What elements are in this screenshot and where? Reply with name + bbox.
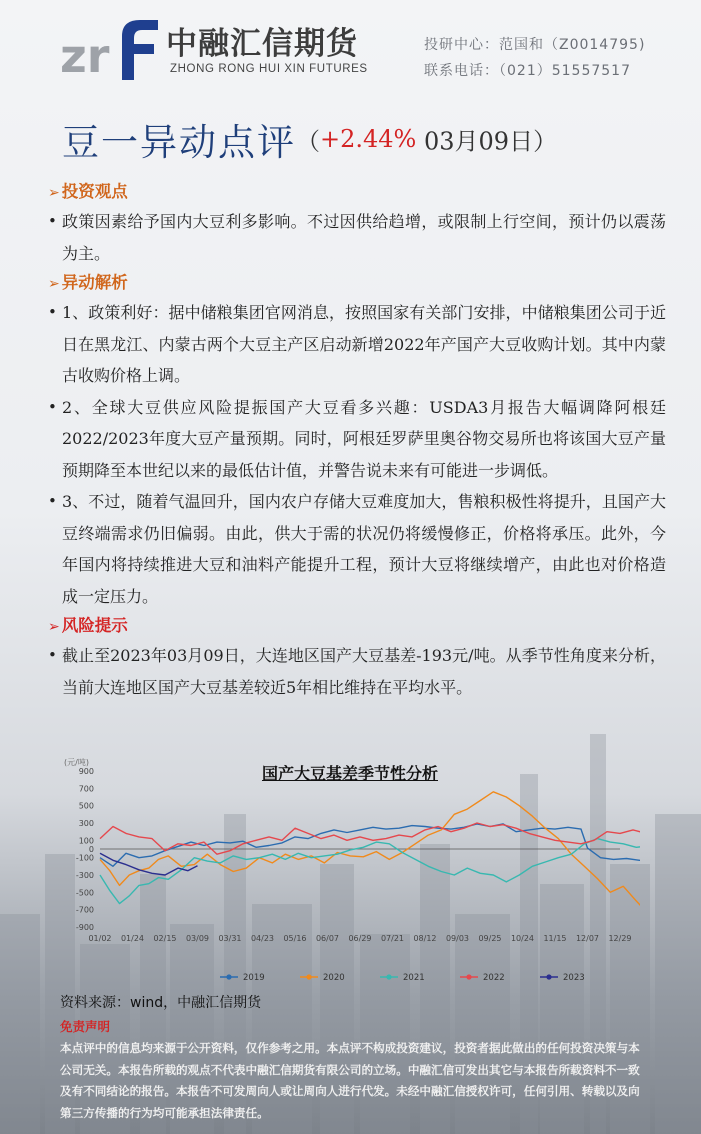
x-tick-label: 04/23 — [250, 934, 275, 943]
disclaimer-text: 本点评中的信息均来源于公开资料，仅作参考之用。本点评不构成投资建议，投资者据此做出的任何投资决策与本公司无关。本报告所载的观点不代表中融汇信期货有限公司的立场。中融汇信可发出其它与本报告所载资料不一致及有不同结论的报告。本报告不可发周向人或让周向人进行代发。未经中融汇信授权许可，任何引用、转载以及向第三方传播的行为均可能承担法律责任。 — [60, 1041, 640, 1120]
x-tick-label: 12/07 — [575, 934, 600, 943]
legend-label-2020: 2020 — [323, 973, 345, 983]
x-tick-label: 07/21 — [380, 934, 405, 943]
arrow-right-icon: ➢ — [48, 619, 60, 635]
report-title — [62, 112, 557, 166]
x-tick-label: 08/12 — [413, 934, 437, 943]
title-paren-open: （ — [296, 127, 320, 156]
analyst-contact: 投研中心：范国和（Z0014795) — [424, 37, 646, 53]
y-tick-label: -900 — [75, 923, 94, 932]
analysis-paragraph-1: • 1、政策利好：据中储粮集团官网消息，按照国家有关部门安排，中储粮集团公司于近日在黑龙江、内蒙古两个大豆主产区启动新增2022年产国产大豆收购计划。其中内蒙古收购价格上调。 — [48, 297, 666, 392]
risk-paragraph: • 截止至2023年03月09日，大连地区国产大豆基差-193元/吨。从季节性角度来分析，当前大连地区国产大豆基差较近5年相比维持在平均水平。 — [48, 640, 666, 703]
brand-name-cn: 中融汇信期货 — [166, 26, 358, 62]
series-line-2021 — [100, 839, 640, 904]
x-tick-label: 09/03 — [445, 934, 470, 943]
analysis-paragraph-3: • 3、不过，随着气温回升，国内农户存储大豆难度加大，售粮积极性将提升，且国产大豆终端需求仍旧偏弱。由此，供大于需的状况仍将缓慢修正，价格将承压。此外，今年国内将持续推进大豆和油料产能提升工程，预计大豆将继续增产，由此也对价格造成一定压力。 — [48, 486, 666, 612]
data-source: 资料来源：wind，中融汇信期货 — [60, 995, 262, 1011]
brand-name-en: ZHONG RONG HUI XIN FUTURES — [170, 63, 368, 75]
y-tick-label: -100 — [75, 853, 94, 863]
chart-canvas — [60, 755, 640, 990]
x-tick-label: 03/09 — [185, 934, 210, 943]
section-heading-analysis: ➢ 异动解析 — [48, 273, 128, 292]
y-axis-unit-label: (元/吨) — [64, 758, 89, 767]
svg-text:zr: zr — [60, 29, 110, 80]
x-tick-label: 01/02 — [88, 934, 112, 943]
legend-label-2019: 2019 — [243, 973, 265, 983]
x-tick-label: 09/25 — [478, 934, 502, 943]
series-line-2020 — [100, 792, 640, 919]
legend-marker-2020 — [306, 974, 311, 979]
basis-seasonal-chart — [60, 755, 640, 990]
x-tick-label: 06/29 — [348, 934, 372, 943]
y-tick-label: -500 — [75, 888, 94, 898]
x-tick-label: 03/31 — [218, 934, 242, 943]
x-tick-label: 05/16 — [283, 934, 307, 943]
legend-label-2023: 2023 — [563, 973, 585, 983]
view-paragraph: • 政策因素给予国内大豆利多影响。不过因供给趋增，或限制上行空间，预计仍以震荡为主。 — [48, 206, 666, 269]
disclaimer-title: 免责声明 — [60, 1019, 111, 1034]
y-tick-label: 900 — [78, 767, 94, 776]
legend-label-2022: 2022 — [483, 973, 505, 983]
y-tick-label: 500 — [78, 801, 94, 811]
section-heading-risk: ➢ 风险提示 — [48, 616, 128, 635]
report-date: 03月09日） — [416, 127, 558, 156]
legend-label-2021: 2021 — [403, 973, 425, 983]
x-tick-label: 01/24 — [120, 934, 145, 943]
y-tick-label: 0 — [88, 845, 94, 854]
chart-title: 国产大豆基差季节性分析 — [261, 764, 438, 783]
y-tick-label: -300 — [75, 871, 94, 880]
phone-contact: 联系电话：（021）51557517 — [424, 63, 631, 79]
legend-marker-2022 — [466, 974, 471, 979]
x-tick-label: 06/07 — [315, 934, 340, 943]
report-header — [0, 0, 701, 108]
company-logo-icon — [60, 14, 160, 80]
y-tick-label: 300 — [78, 819, 94, 828]
price-change-percent: +2.44% — [320, 125, 417, 153]
analysis-paragraph-2: • 2、全球大豆供应风险提振国产大豆看多兴趣：USDA3月报告大幅调降阿根廷2022/2023年度大豆产量预期。同时，阿根廷罗萨里奥谷物交易所也将该国大豆产量预期降至本世纪以来的最低估计值，并警告说未来有可能进一步调低。 — [48, 392, 666, 487]
legend-marker-2023 — [546, 974, 551, 979]
title-main: 豆一异动点评 — [62, 121, 296, 164]
arrow-right-icon: ➢ — [48, 185, 60, 201]
x-tick-label: 02/15 — [153, 934, 177, 943]
legend-marker-2021 — [386, 974, 391, 979]
y-tick-label: 100 — [78, 836, 94, 846]
x-tick-label: 10/24 — [510, 934, 535, 943]
y-tick-label: 700 — [78, 784, 94, 794]
section-heading-view: ➢ 投资观点 — [48, 182, 128, 201]
x-tick-label: 12/29 — [608, 934, 632, 943]
x-tick-label: 11/15 — [543, 934, 567, 943]
legend-marker-2019 — [226, 974, 231, 979]
report-body — [48, 178, 666, 703]
y-tick-label: -700 — [75, 905, 94, 915]
arrow-right-icon: ➢ — [48, 276, 60, 292]
